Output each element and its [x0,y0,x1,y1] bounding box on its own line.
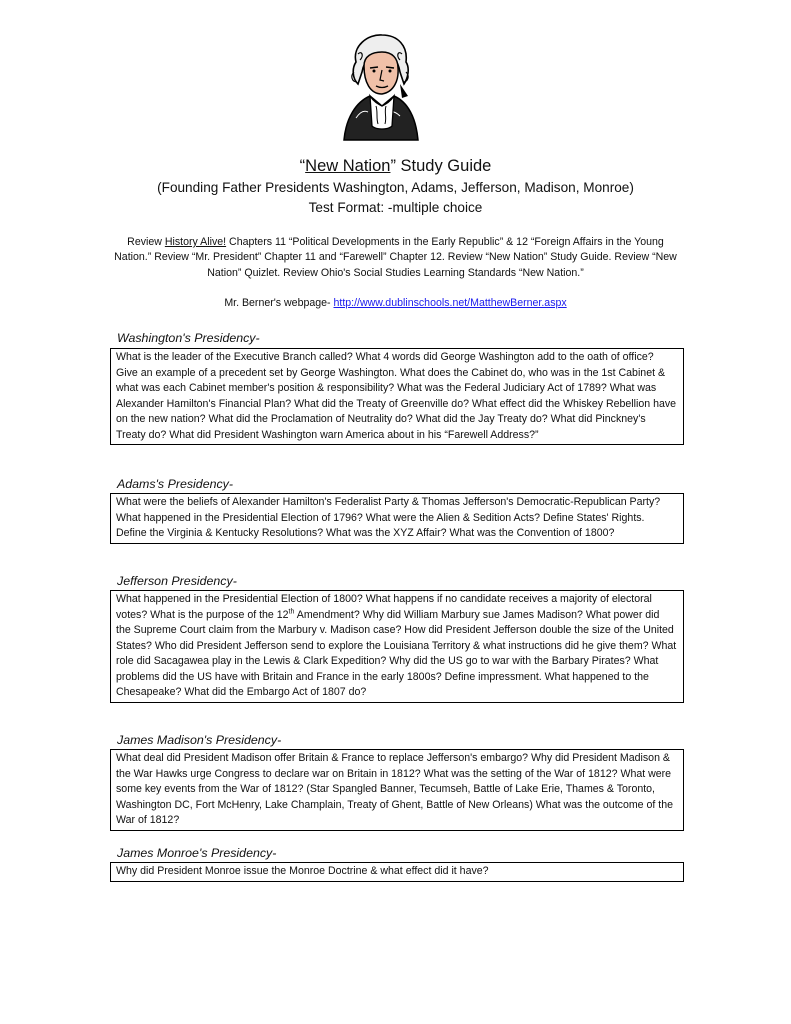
webpage-link[interactable]: http://www.dublinschools.net/MatthewBerner.aspx [333,297,567,309]
washington-questions: What is the leader of the Executive Branch called? What 4 words did George Washington add to the oath of office? Give an example of a precedent set by George Washington. What does the Cabinet do, who was in the 1st Cabinet & what was each Cabinet member's position & responsibility? What was the Federal Judiciary Act of 1789? What was Alexander Hamilton's Financial Plan? What did the Treaty of Greenville do? What effect did the Whiskey Rebellion have on the new nation? What did the Proclamation of Neutrality do? What did the Jay Treaty do? What did Pinckney's Treaty do? What did President Washington warn America about in his “Farewell Address?” [110,348,684,445]
review-paragraph: Review History Alive! Chapters 11 “Political Developments in the Early Republic” & 12 “Foreign Affairs in the Young Nation.” Review “Mr. President” Chapter 11 and “Farewell” Chapter 12. Review “New Nation” Study Guide. Review “New Nation” Quizlet. Review Ohio's Social Studies Learning Standards “New Nation.” [114,236,677,279]
title-underlined: New Nation [305,157,391,175]
page-subtitle: (Founding Father Presidents Washington, Adams, Jefferson, Madison, Monroe) [157,180,634,195]
jefferson-heading: Jefferson Presidency- [117,574,237,588]
monroe-heading: James Monroe's Presidency- [117,846,277,860]
webpage-line [0,296,791,311]
webpage-label: Mr. Berner's webpage- [224,297,334,309]
jefferson-questions: What happened in the Presidential Election of 1800? What happens if no candidate receives a majority of electoral votes? What is the purpose of the 12th Amendment? Why did William Marbury sue James Madison? What power did the Supreme Court claim from the Marbury v. Madison case? How did President Jefferson double the size of the United States? Who did President Jefferson send to explore the Louisiana Territory & what instructions did he give them? What role did Sacagawea play in the Lewis & Clark Expedition? Why did the US go to war with the Barbary Pirates? What problems did the US have with Britain and France in the early 1800s? Define impressment. What happened to the Chesapeake? What did the Embargo Act of 1807 do? [110,590,684,703]
madison-heading: James Madison's Presidency- [117,733,282,747]
washington-heading: Washington's Presidency- [117,331,260,345]
test-format: Test Format: -multiple choice [308,200,483,215]
adams-heading: Adams's Presidency- [117,477,233,491]
madison-questions: What deal did President Madison offer Britain & France to replace Jefferson's embargo? Why did President Madison & the War Hawks urge Congress to declare war on Britain in 1812? What was the setting of the War of 1812? What were some key events from the War of 1812? (Star Spangled Banner, Tecumseh, Battle of Lake Erie, Thames & Toronto, Washington DC, Fort McHenry, Lake Champlain, Treaty of Ghent, Battle of New Orleans) What was the outcome of the War of 1812? [110,749,684,831]
monroe-questions: Why did President Monroe issue the Monroe Doctrine & what effect did it have? [110,862,684,882]
page-title: “New Nation” Study Guide [299,157,492,175]
george-washington-portrait [334,32,424,142]
adams-questions: What were the beliefs of Alexander Hamilton's Federalist Party & Thomas Jefferson's Democratic-Republican Party? What happened in the Presidential Election of 1796? What were the Alien & Sedition Acts? Define States' Rights. Define the Virginia & Kentucky Resolutions? What was the XYZ Affair? What was the Convention of 1800? [110,493,684,544]
book-title: History Alive! [164,236,227,248]
